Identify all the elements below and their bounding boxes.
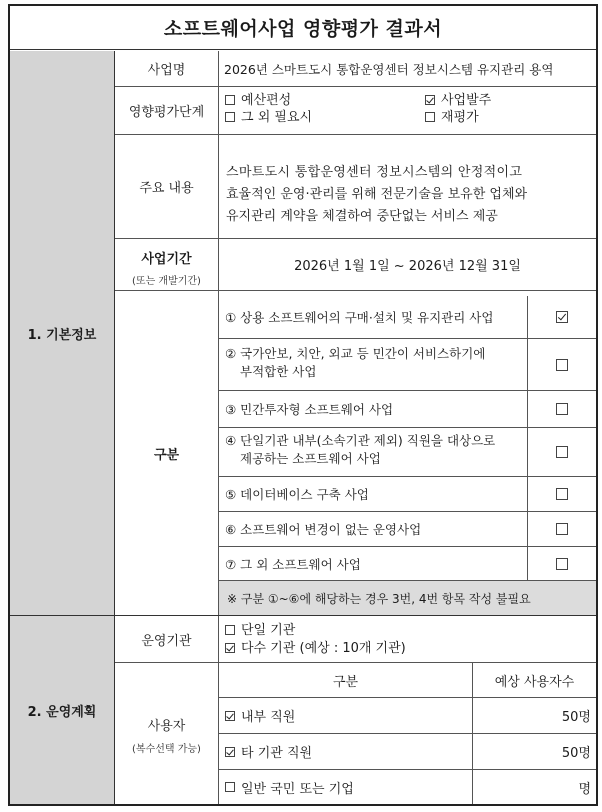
stage-option-budget[interactable]: 예산편성 xyxy=(225,92,291,109)
project-name-value: 2026년 스마트도시 통합운영센터 정보시스템 유지관리 용역 xyxy=(224,61,554,77)
users-row-internal[interactable]: 내부 직원 xyxy=(225,698,472,733)
checkbox-icon[interactable] xyxy=(556,558,568,570)
checkbox-checked-icon[interactable] xyxy=(556,311,568,323)
users-row-other-agency[interactable]: 타 기관 직원 xyxy=(225,734,472,769)
project-name-label: 사업명 xyxy=(147,63,186,78)
checkbox-icon[interactable] xyxy=(225,95,235,105)
operator-option-multi[interactable]: 다수 기관 (예상 : 10개 기관) xyxy=(225,640,595,658)
period-sublabel: (또는 개발기간) xyxy=(132,276,201,287)
users-row-other-agency-count: 50명 xyxy=(561,746,591,761)
section1-label: 1. 기본정보 xyxy=(27,327,97,343)
category-note: ※ 구분 ①~⑥에 해당하는 경우 3번, 4번 항목 작성 불필요 xyxy=(219,581,596,615)
category-item-7: ⑦ 그 외 소프트웨어 사업 xyxy=(225,556,361,572)
users-row-public[interactable]: 일반 국민 또는 기업 xyxy=(225,770,472,804)
stage-option-other[interactable]: 그 외 필요시 xyxy=(225,109,312,126)
category-item-5-checkbox[interactable] xyxy=(528,477,596,511)
checkbox-checked-icon[interactable] xyxy=(225,643,235,653)
users-label: 사용자 xyxy=(147,719,186,734)
checkbox-checked-icon[interactable] xyxy=(225,747,235,757)
section2-label: 2. 운영계획 xyxy=(27,704,97,720)
category-item-4-checkbox[interactable] xyxy=(528,428,596,476)
users-label-cell xyxy=(115,663,218,804)
checkbox-icon[interactable] xyxy=(556,523,568,535)
checkbox-icon[interactable] xyxy=(556,403,568,415)
checkbox-icon[interactable] xyxy=(556,359,568,371)
category-item-2-checkbox[interactable] xyxy=(528,339,596,390)
category-item-6-checkbox[interactable] xyxy=(528,512,596,546)
checkbox-icon[interactable] xyxy=(556,488,568,500)
category-item-6: ⑥ 소프트웨어 변경이 없는 운영사업 xyxy=(225,522,422,537)
checkbox-checked-icon[interactable] xyxy=(425,95,435,105)
stage-option-order[interactable]: 사업발주 xyxy=(425,92,491,109)
users-sublabel: (복수선택 가능) xyxy=(132,744,201,755)
users-row-public-count: 명 xyxy=(578,781,591,797)
checkbox-checked-icon[interactable] xyxy=(225,711,235,721)
checkbox-icon[interactable] xyxy=(225,782,235,792)
stage-label: 영향평가단계 xyxy=(128,105,205,120)
stage-option-reeval[interactable]: 재평가 xyxy=(425,109,479,126)
users-header-category: 구분 xyxy=(332,674,359,690)
category-item-5: ⑤ 데이터베이스 구축 사업 xyxy=(225,487,369,502)
category-label: 구분 xyxy=(153,447,180,463)
period-label-cell xyxy=(115,239,218,289)
period-label: 사업기간 xyxy=(141,252,192,267)
checkbox-icon[interactable] xyxy=(556,446,568,458)
summary-text: 스마트도시 통합운영센터 정보시스템의 안정적이고 효율적인 운영·관리를 위해 전문기술을 보유한 업체와 유지관리 계약을 체결하여 중단없는 서비스 제공 xyxy=(226,165,528,224)
checkbox-icon[interactable] xyxy=(225,112,235,122)
operator-option-single[interactable]: 단일 기관 xyxy=(225,622,595,640)
impact-assessment-form xyxy=(8,4,598,806)
users-header-count: 예상 사용자수 xyxy=(494,674,575,690)
checkbox-icon[interactable] xyxy=(225,625,235,635)
users-row-internal-count: 50명 xyxy=(561,710,591,725)
checkbox-icon[interactable] xyxy=(425,112,435,122)
form-title: 소프트웨어사업 영향평가 결과서 xyxy=(10,6,596,50)
category-item-1: ① 상용 소프트웨어의 구매·설치 및 유지관리 사업 xyxy=(225,310,494,325)
category-item-1-checkbox[interactable] xyxy=(528,296,596,338)
period-value: 2026년 1월 1일 ~ 2026년 12월 31일 xyxy=(294,258,521,274)
category-item-3: ③ 민간투자형 소프트웨어 사업 xyxy=(225,402,394,417)
category-item-4: ④ 단일기관 내부(소속기관 제외) 직원을 대상으로 제공하는 소프트웨어 사업 xyxy=(225,433,496,466)
category-item-2: ② 국가안보, 치안, 외교 등 민간이 서비스하기에 부적합한 사업 xyxy=(225,346,486,379)
summary-label: 주요 내용 xyxy=(139,181,194,196)
operator-options xyxy=(225,622,595,658)
category-item-3-checkbox[interactable] xyxy=(528,391,596,427)
category-item-7-checkbox[interactable] xyxy=(528,547,596,580)
stage-options xyxy=(225,92,595,132)
operator-label: 운영기관 xyxy=(141,634,192,649)
